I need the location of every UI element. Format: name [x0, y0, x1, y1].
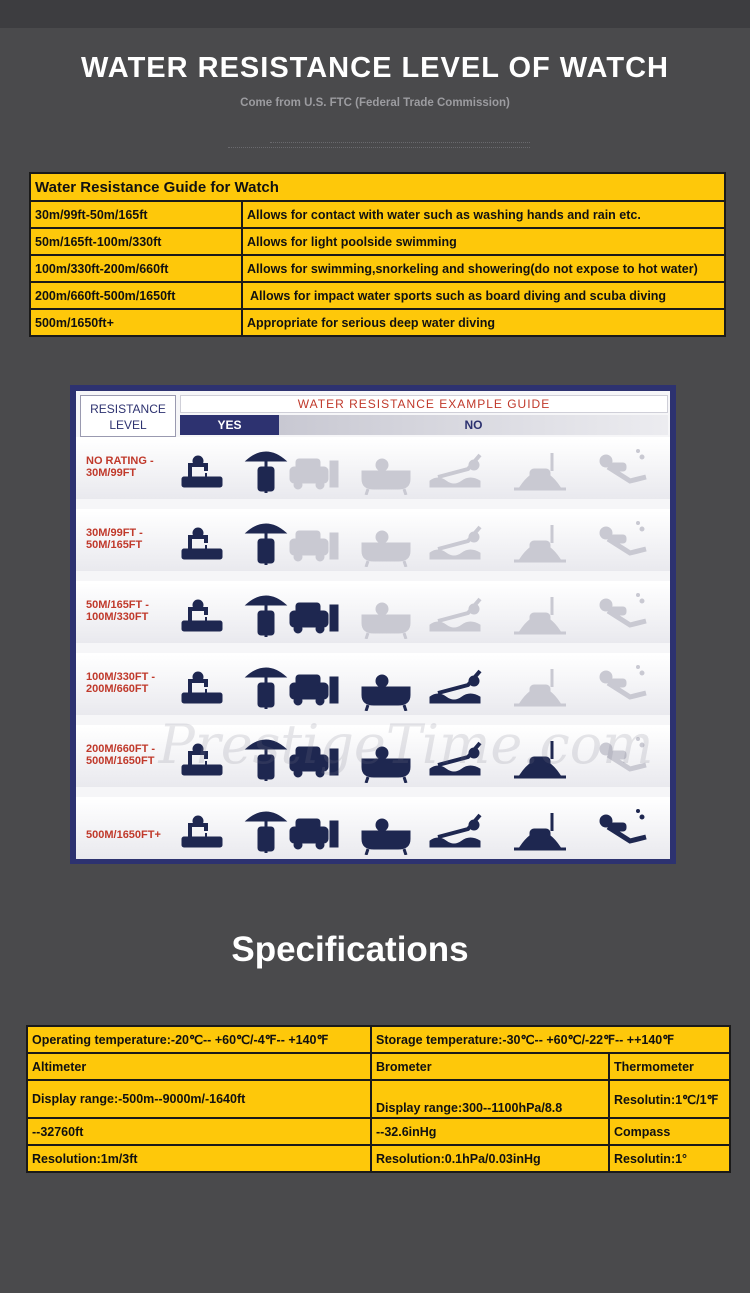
bathtub-icon — [358, 519, 414, 567]
bathtub-icon — [358, 663, 414, 711]
description-cell: Appropriate for serious deep water diving — [242, 309, 725, 336]
depth-cell: 50m/165ft-100m/330ft — [30, 228, 242, 255]
barometer-cell: Brometer — [371, 1053, 609, 1080]
depth-rating-line1: 500M/1650FT+ — [86, 829, 161, 841]
table-row — [30, 282, 725, 309]
table-row — [30, 309, 725, 336]
depth-rating-label — [86, 599, 176, 623]
depth-rating-label — [86, 527, 176, 551]
example-guide-title: WATER RESISTANCE EXAMPLE GUIDE — [180, 395, 668, 413]
altimeter-range-ft-cell: --32760ft — [27, 1118, 371, 1145]
snorkel-icon — [512, 735, 568, 783]
no-header: NO — [279, 415, 668, 435]
storage-temp-cell: Storage temperature:-30℃-- +60℃/-22℉-- ++140℉ — [371, 1026, 730, 1053]
scuba-diver-icon — [594, 519, 650, 567]
example-guide-row — [76, 653, 670, 723]
depth-rating-label — [86, 743, 176, 767]
table-row — [27, 1053, 730, 1080]
compass-cell: Compass — [609, 1118, 730, 1145]
depth-rating-label — [86, 671, 176, 695]
faucet-icon — [176, 591, 232, 639]
example-guide-row — [76, 581, 670, 651]
depth-rating-line2: 50M/165FT — [86, 539, 143, 551]
fine-print-line — [228, 147, 530, 150]
depth-rating-line1: 100M/330FT - — [86, 671, 156, 683]
specifications-table — [26, 1025, 731, 1173]
scuba-diver-icon — [594, 663, 650, 711]
page-subtitle: Come from U.S. FTC (Federal Trade Commission) — [240, 97, 510, 109]
bathtub-icon — [358, 735, 414, 783]
swimmer-icon — [428, 447, 484, 495]
bathtub-icon — [358, 807, 414, 855]
example-guide-panel — [70, 385, 676, 864]
description-cell: Allows for swimming,snorkeling and showering(do not expose to hot water) — [242, 255, 725, 282]
compass-resolution-cell: Resolutin:1° — [609, 1145, 730, 1172]
example-guide-inner — [76, 391, 670, 858]
yes-header: YES — [180, 415, 279, 435]
scuba-diver-icon — [594, 807, 650, 855]
table-row — [30, 228, 725, 255]
faucet-icon — [176, 447, 232, 495]
scuba-diver-icon — [594, 447, 650, 495]
operating-temp-cell: Operating temperature:-20℃-- +60℃/-4℉-- +140℉ — [27, 1026, 371, 1053]
swimmer-icon — [428, 663, 484, 711]
car-wash-icon — [286, 663, 342, 711]
depth-rating-line2: 200M/660FT — [86, 683, 149, 695]
depth-cell: 30m/99ft-50m/165ft — [30, 201, 242, 228]
table-row — [30, 201, 725, 228]
table-heading: Water Resistance Guide for Watch — [30, 173, 725, 201]
table-row — [27, 1145, 730, 1172]
depth-rating-line1: 30M/99FT - — [86, 527, 143, 539]
thermometer-resolution-cell: Resolutin:1℃/1℉ — [609, 1080, 730, 1118]
description-cell: Allows for impact water sports such as board diving and scuba diving — [242, 282, 725, 309]
table-row — [27, 1080, 730, 1118]
snorkel-icon — [512, 591, 568, 639]
depth-rating-line1: 50M/165FT - — [86, 599, 149, 611]
faucet-icon — [176, 519, 232, 567]
top-bar — [0, 0, 750, 28]
table-header-row — [30, 173, 725, 201]
depth-rating-line2: 30M/99FT — [86, 467, 137, 479]
table-row — [30, 255, 725, 282]
car-wash-icon — [286, 591, 342, 639]
scuba-diver-icon — [594, 591, 650, 639]
depth-cell: 100m/330ft-200m/660ft — [30, 255, 242, 282]
depth-rating-line1: NO RATING - — [86, 455, 154, 467]
table-row — [27, 1026, 730, 1053]
example-guide-row — [76, 509, 670, 579]
swimmer-icon — [428, 735, 484, 783]
depth-rating-line2: 500M/1650FT — [86, 755, 155, 767]
depth-cell: 500m/1650ft+ — [30, 309, 242, 336]
thermometer-cell: Thermometer — [609, 1053, 730, 1080]
car-wash-icon — [286, 519, 342, 567]
depth-rating-line2: 100M/330FT — [86, 611, 149, 623]
example-guide-row — [76, 437, 670, 507]
snorkel-icon — [512, 663, 568, 711]
page-title: WATER RESISTANCE LEVEL OF WATCH — [81, 52, 669, 84]
depth-cell: 200m/660ft-500m/1650ft — [30, 282, 242, 309]
bathtub-icon — [358, 591, 414, 639]
depth-rating-line1: 200M/660FT - — [86, 743, 156, 755]
faucet-icon — [176, 735, 232, 783]
snorkel-icon — [512, 807, 568, 855]
table-row — [27, 1118, 730, 1145]
example-guide-row — [76, 797, 670, 867]
car-wash-icon — [286, 807, 342, 855]
barometer-resolution-cell: Resolution:0.1hPa/0.03inHg — [371, 1145, 609, 1172]
resistance-level-line2: LEVEL — [109, 418, 147, 432]
barometer-range-cell: Display range:300--1100hPa/8.8 — [371, 1080, 609, 1118]
faucet-icon — [176, 807, 232, 855]
snorkel-icon — [512, 447, 568, 495]
faucet-icon — [176, 663, 232, 711]
altimeter-range-cell: Display range:-500m--9000m/-1640ft — [27, 1080, 371, 1118]
bathtub-icon — [358, 447, 414, 495]
depth-rating-label — [86, 829, 176, 841]
example-guide-row — [76, 725, 670, 795]
description-cell: Allows for contact with water such as washing hands and rain etc. — [242, 201, 725, 228]
swimmer-icon — [428, 519, 484, 567]
description-cell: Allows for light poolside swimming — [242, 228, 725, 255]
scuba-diver-icon — [594, 735, 650, 783]
specifications-title: Specifications — [231, 930, 469, 969]
altimeter-cell: Altimeter — [27, 1053, 371, 1080]
water-resistance-guide-table — [29, 172, 726, 337]
swimmer-icon — [428, 591, 484, 639]
swimmer-icon — [428, 807, 484, 855]
fine-print-line — [270, 142, 530, 145]
resistance-level-box — [80, 395, 176, 437]
car-wash-icon — [286, 447, 342, 495]
car-wash-icon — [286, 735, 342, 783]
snorkel-icon — [512, 519, 568, 567]
depth-rating-label — [86, 455, 176, 479]
resistance-level-line1: RESISTANCE — [90, 402, 166, 416]
barometer-range-inhg-cell: --32.6inHg — [371, 1118, 609, 1145]
altimeter-resolution-cell: Resolution:1m/3ft — [27, 1145, 371, 1172]
